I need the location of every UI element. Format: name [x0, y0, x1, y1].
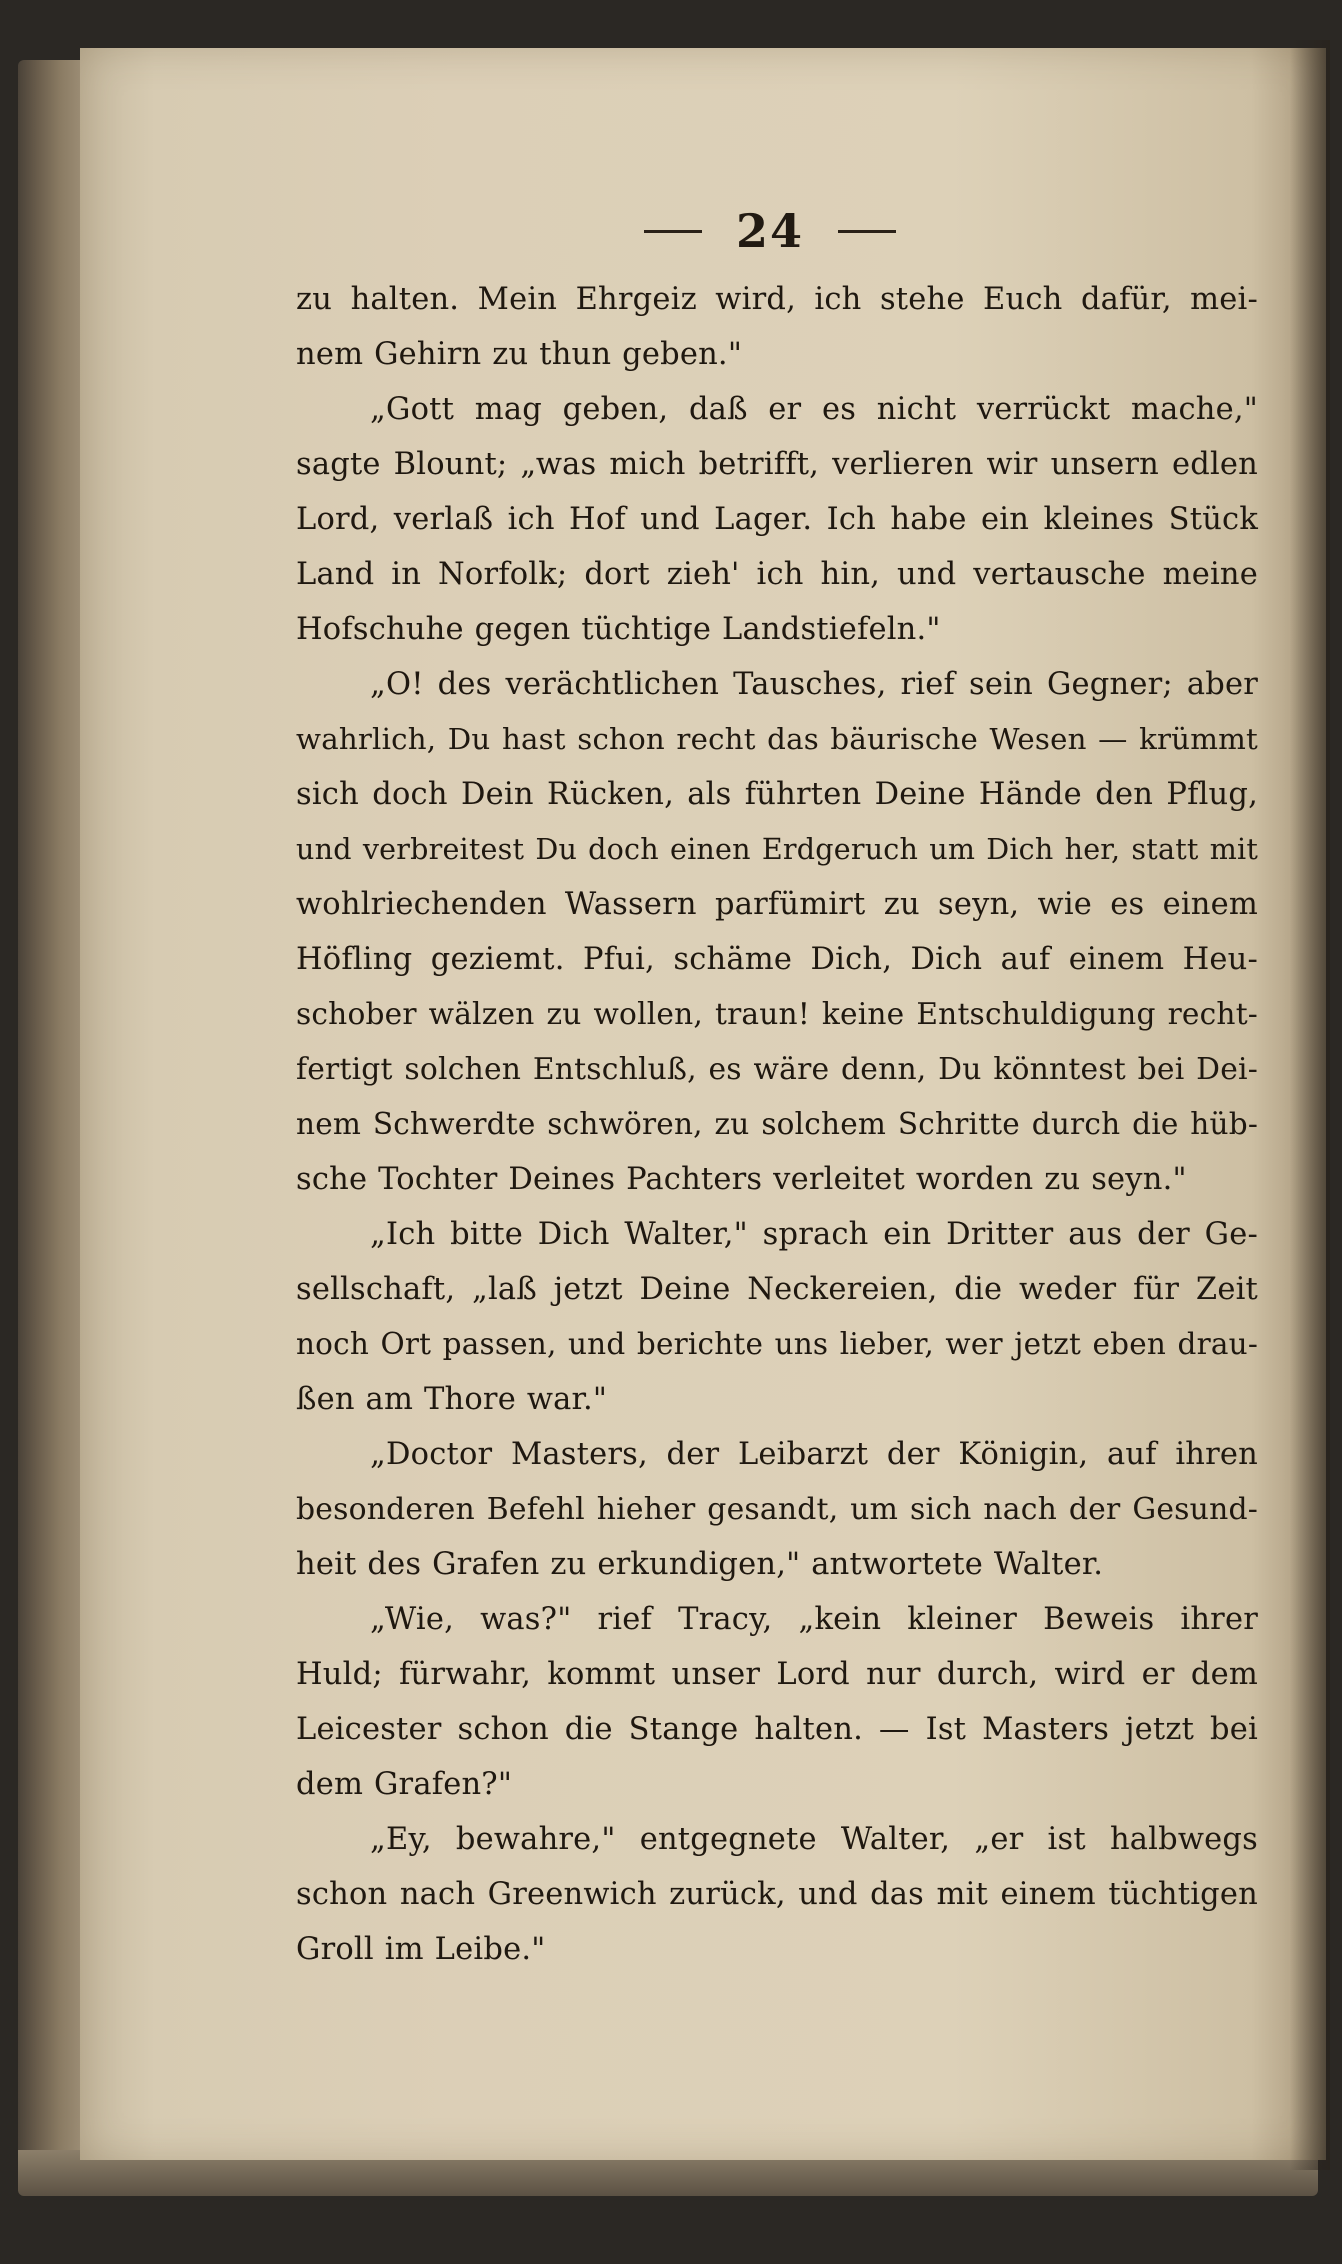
text-line: Groll im Leibe." [296, 1932, 546, 1967]
text-line: noch Ort passen, und berichte uns lieber, wer jetzt eben drau- [296, 1327, 1258, 1361]
gutter-shadow [1290, 40, 1330, 2170]
text-line: „Wie, was?" rief Tracy, „kein kleiner Beweis ihrer [370, 1602, 1258, 1637]
text-line: Leicester schon die Stange halten. — Ist Masters jetzt bei [296, 1712, 1258, 1747]
page-header [610, 196, 930, 266]
body-text [296, 272, 1258, 1977]
header-dash-left [644, 230, 702, 233]
text-line: „Ey, bewahre," entgegnete Walter, „er ist halbwegs [370, 1822, 1258, 1857]
text-line: sich doch Dein Rücken, als führten Deine Hände den Pflug, [296, 777, 1258, 812]
text-line: und verbreitest Du doch einen Erdgeruch um Dich her, statt mit [296, 832, 1258, 866]
text-line: schon nach Greenwich zurück, und das mit einem tüchtigen [296, 1877, 1258, 1912]
text-line: besonderen Befehl hieher gesandt, um sich nach der Gesund- [296, 1492, 1258, 1527]
text-line: zu halten. Mein Ehrgeiz wird, ich stehe Euch dafür, mei- [296, 282, 1258, 317]
text-line: nem Gehirn zu thun geben." [296, 337, 743, 372]
text-line: wahrlich, Du hast schon recht das bäurische Wesen — krümmt [296, 722, 1258, 756]
text-line: wohlriechenden Wassern parfümirt zu seyn, wie es einem [296, 887, 1258, 922]
text-line: „O! des verächtlichen Tausches, rief sein Gegner; aber [370, 667, 1258, 702]
text-line: heit des Grafen zu erkundigen," antwortete Walter. [296, 1547, 1104, 1582]
text-line: Land in Norfolk; dort zieh' ich hin, und vertausche meine [296, 557, 1258, 592]
text-line: Hofschuhe gegen tüchtige Landstiefeln." [296, 612, 941, 647]
text-line: „Doctor Masters, der Leibarzt der Königin, auf ihren [370, 1437, 1258, 1472]
text-line: sagte Blount; „was mich betrifft, verlieren wir unsern edlen [296, 447, 1258, 482]
header-dash-right [838, 230, 896, 233]
text-line: ßen am Thore war." [296, 1382, 608, 1417]
text-line: fertigt solchen Entschluß, es wäre denn, Du könntest bei Dei- [296, 1052, 1258, 1087]
text-line: sellschaft, „laß jetzt Deine Neckereien, die weder für Zeit [296, 1272, 1258, 1307]
text-line: „Ich bitte Dich Walter," sprach ein Dritter aus der Ge- [370, 1217, 1258, 1252]
text-line: sche Tochter Deines Pachters verleitet worden zu seyn." [296, 1162, 1187, 1197]
text-line: Höfling geziemt. Pfui, schäme Dich, Dich auf einem Heu- [296, 942, 1258, 977]
page-number: 24 [735, 204, 804, 258]
text-line: Lord, verlaß ich Hof und Lager. Ich habe ein kleines Stück [296, 502, 1258, 537]
text-line: schober wälzen zu wollen, traun! keine Entschuldigung recht- [296, 997, 1258, 1031]
text-line: Huld; fürwahr, kommt unser Lord nur durch, wird er dem [296, 1657, 1258, 1692]
text-line: nem Schwerdte schwören, zu solchem Schritte durch die hüb- [296, 1107, 1258, 1141]
text-line: dem Grafen?" [296, 1767, 513, 1802]
book-edge-left [18, 60, 88, 2180]
text-line: „Gott mag geben, daß er es nicht verrückt mache," [370, 392, 1258, 427]
